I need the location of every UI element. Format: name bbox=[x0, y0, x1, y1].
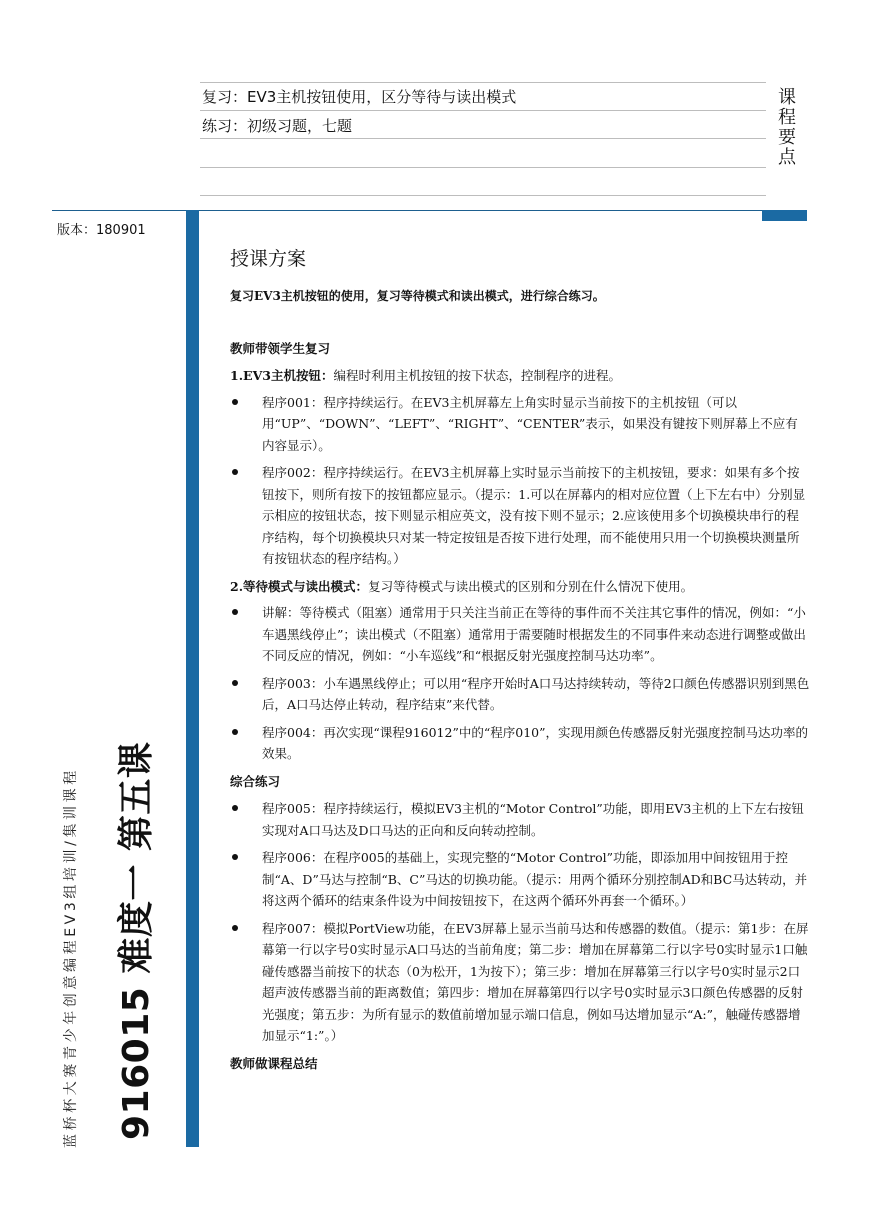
topic1-list bbox=[230, 392, 810, 570]
topic-text: 复习等待模式与读出模式的区别和分别在什么情况下使用。 bbox=[368, 578, 694, 594]
header-rule bbox=[200, 82, 766, 83]
list-item-text: 讲解：等待模式（阻塞）通常用于只关注当前正在等待的事件而不关注其它事件的情况，例如：“小车遇黑线停止”；读出模式（不阻塞）通常用于需要随时根据发生的不同事件来动态进行调整或做出不同反应的情况，例如：“小车巡线”和“根据反射光强度控制马达功率”。 bbox=[262, 605, 806, 663]
bullet-icon bbox=[232, 399, 238, 405]
top-divider bbox=[52, 210, 807, 211]
bullet-icon bbox=[232, 805, 238, 811]
series-vertical-title: 蓝桥杯大赛青少年创意编程EV3组培训/集训课程 bbox=[63, 767, 79, 1148]
list-item-text: 程序007：模拟PortView功能，在EV3屏幕上显示当前马达和传感器的数值。（提示：第1步：在屏幕第一行以字号0实时显示A口马达的当前角度；第二步：增加在屏幕第二行以字号0实时显示1口触碰传感器当前按下的状态（0为松开，1为按下）；第三步：增加在屏幕第三行以字号0实时显示2口超声波传感器当前的距离数值；第四步：增加在屏幕第四行以字号0实时显示3口颜色传感器的反射光强度；第五步：为所有显示的数值前增加显示端口信息，例如马达增加显示“A:”，触碰传感器增加显示“1:”。） bbox=[262, 920, 809, 1043]
topic-wait-read-modes bbox=[230, 576, 810, 598]
left-accent-bar bbox=[186, 210, 199, 1147]
practice-list bbox=[230, 798, 810, 1047]
list-item-text: 程序006：在程序005的基础上，实现完整的“Motor Control”功能，即添加用中间按钮用于控制“A、D”马达与控制“B、C”马达的切换功能。（提示：用两个循环分别控制AD和BC马达转动，并将这两个循环的结束条件设为中间按钮按下，在这两个循环外再套一个循环。） bbox=[262, 850, 808, 908]
list-item-text: 程序003：小车遇黑线停止；可以用“程序开始时A口马达持续转动，等待2口颜色传感器识别到黑色后，A口马达停止转动，程序结束”来代替。 bbox=[262, 675, 810, 712]
header-rule bbox=[200, 167, 766, 168]
list-item-text: 程序004：再次实现“课程916012”中的“程序010”，实现用颜色传感器反射光强度控制马达功率的效果。 bbox=[262, 724, 808, 761]
list-item-text: 程序001：程序持续运行。在EV3主机屏幕左上角实时显示当前按下的主机按钮（可以用“UP”、“DOWN”、“LEFT”、“RIGHT”、“CENTER”表示，如果没有键按下则屏幕上不应有内容显示）。 bbox=[262, 394, 798, 453]
list-item bbox=[230, 392, 810, 457]
header-row-practice: 练习：初级习题，七题 bbox=[202, 117, 353, 135]
list-item bbox=[230, 722, 810, 765]
list-item bbox=[230, 462, 810, 570]
lesson-vertical-title: 916015 难度一 第五课 bbox=[116, 741, 157, 1140]
version-label: 版本：180901 bbox=[57, 223, 146, 238]
bullet-icon bbox=[232, 680, 238, 686]
bullet-icon bbox=[232, 925, 238, 931]
list-item bbox=[230, 673, 810, 716]
review-section-title: 教师带领学生复习 bbox=[230, 340, 331, 356]
header-row-review: 复习：EV3主机按钮使用，区分等待与读出模式 bbox=[202, 88, 517, 106]
bullet-icon bbox=[232, 729, 238, 735]
topic-ev3-buttons bbox=[230, 365, 810, 387]
bullet-icon bbox=[232, 854, 238, 860]
top-accent-block bbox=[762, 210, 807, 221]
lesson-plan bbox=[230, 246, 810, 1080]
summary-section-title: 教师做课程总结 bbox=[230, 1055, 318, 1071]
plan-title: 授课方案 bbox=[230, 248, 307, 270]
list-item bbox=[230, 847, 810, 912]
list-item-text: 程序002：程序持续运行。在EV3主机屏幕上实时显示当前按下的主机按钮，要求：如果有多个按钮按下，则所有按下的按钮都应显示。（提示：1.可以在屏幕内的相对应位置（上下左右中）分别显示相应的按钮状态，按下则显示相应英文，没有按下则不显示；2.应该使用多个切换模块串行的程序结构，每个切换模块只对某一特定按钮是否按下进行处理，而不能使用只用一个切换模块测量所有按钮状态的程序结构。） bbox=[262, 465, 806, 566]
list-item-text: 程序005：程序持续运行，模拟EV3主机的“Motor Control”功能，即用EV3主机的上下左右按钮实现对A口马达及D口马达的正向和反向转动控制。 bbox=[262, 801, 804, 838]
plan-intro: 复习EV3主机按钮的使用，复习等待模式和读出模式，进行综合练习。 bbox=[230, 289, 605, 303]
topic2-list bbox=[230, 602, 810, 765]
list-item bbox=[230, 918, 810, 1047]
bullet-icon bbox=[232, 609, 238, 615]
topic-text: 编程时利用主机按钮的按下状态，控制程序的进程。 bbox=[333, 368, 621, 383]
topic-label: 1.EV3主机按钮： bbox=[230, 368, 334, 383]
list-item bbox=[230, 602, 810, 667]
bullet-icon bbox=[232, 469, 238, 475]
header-rule bbox=[200, 138, 766, 139]
header-rule bbox=[200, 195, 766, 196]
topic-label: 2.等待模式与读出模式： bbox=[230, 578, 369, 594]
practice-section-title: 综合练习 bbox=[230, 773, 281, 789]
list-item bbox=[230, 798, 810, 841]
key-points-title: 课程要点 bbox=[778, 87, 796, 168]
header-rule bbox=[200, 110, 766, 111]
